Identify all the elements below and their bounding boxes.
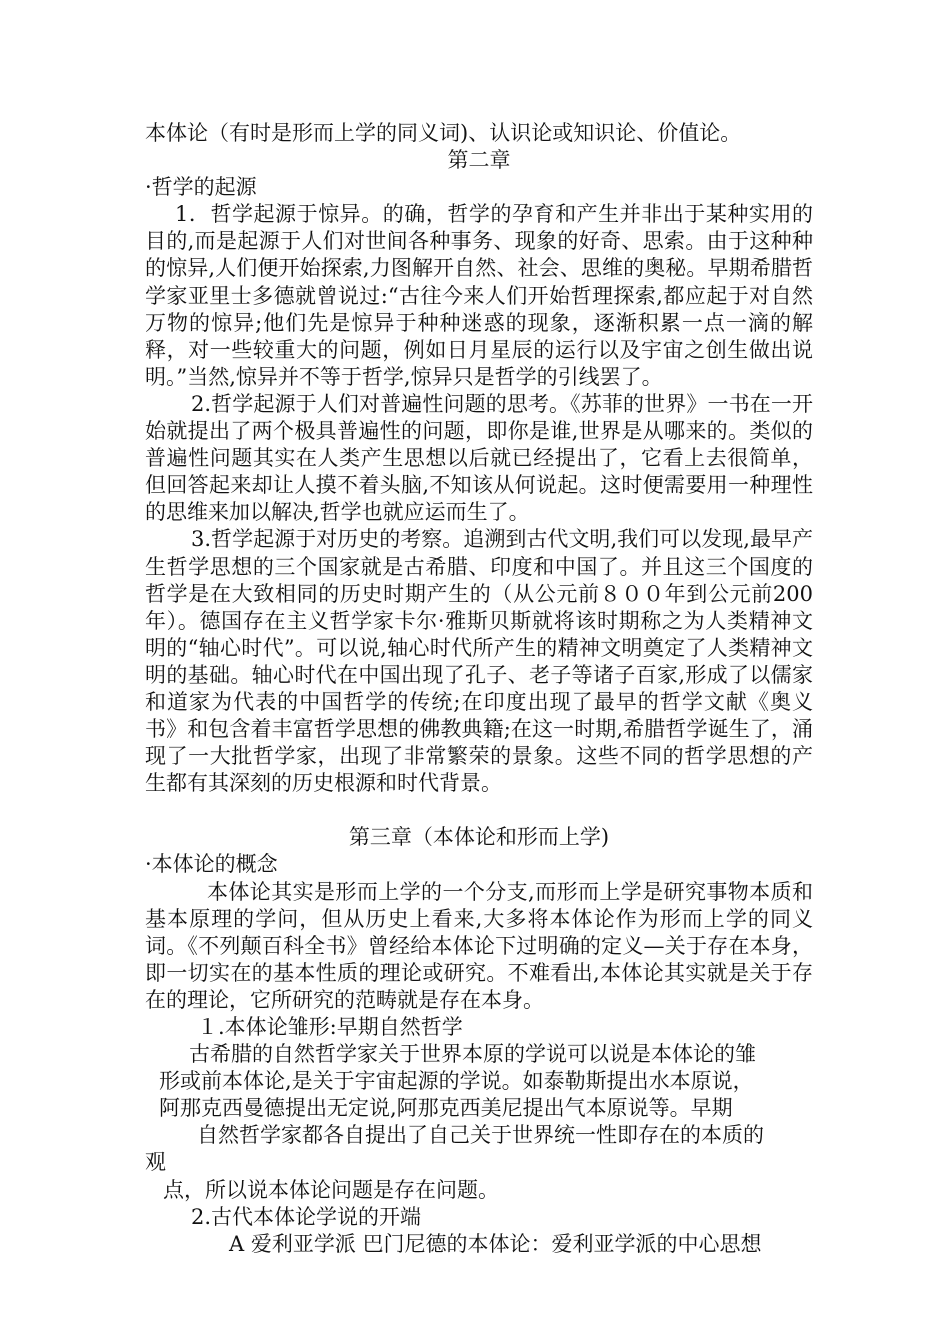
subsection-1-line-3: 阿那克西曼德提出无定说,阿那克西美尼提出气本原说等。早期 — [159, 1096, 733, 1121]
paragraph-origin-1: 1．哲学起源于惊异。的确，哲学的孕育和产生并非出于某种实用的目的,而是起源于人们对世间各种事务、现象的好奇、思索。由于这种种的惊异,人们便开始探索,力图解开自然、社会、思维的奥秘。早期希腊哲学家亚里士多德就曾说过:“古往今来人们开始哲理探索,都应起于对自然万物的惊异;他们先是惊异于种种迷惑的现象，逐渐积累一点一滴的解释，对一些较重大的问题，例如日月星辰的运行以及宇宙之创生做出说明。”当然,惊异并不等于哲学,惊异只是哲学的引线罢了。 — [145, 202, 813, 389]
subsection-1-line-5: 观 — [145, 1150, 166, 1175]
subsection-1-line-4: 自然哲学家都各自提出了自己关于世界统一性即存在的本质的 — [197, 1123, 764, 1148]
intro-line: 本体论（有时是形而上学的同义词)、认识论或知识论、价值论。 — [145, 121, 742, 145]
section-title-ontology: ·本体论的概念 — [145, 852, 278, 877]
paragraph-origin-3: 3.哲学起源于对历史的考察。追溯到古代文明,我们可以发现,最早产生哲学思想的三个国家就是古希腊、印度和中国了。并且这三个国度的哲学是在大致相同的历史时期产生的（从公元前８００年到公元前200年）。德国存在主义哲学家卡尔·雅斯贝斯就将该时期称之为人类精神文明的“轴心时代”。可以说,轴心时代所产生的精神文明奠定了人类精神文明的基础。轴心时代在中国出现了孔子、老子等诸子百家,形成了以儒家和道家为代表的中国哲学的传统;在印度出现了最早的哲学文献《奥义书》和包含着丰富哲学思想的佛教典籍;在这一时期,希腊哲学诞生了，涌现了一大批哲学家，出现了非常繁荣的景象。这些不同的哲学思想的产生都有其深刻的历史根源和时代背景。 — [145, 527, 813, 796]
paragraph-origin-2: 2.哲学起源于人们对普遍性问题的思考。《苏菲的世界》一书在一开始就提出了两个极具普遍性的问题，即你是谁,世界是从哪来的。类似的普遍性问题其实在人类产生思想以后就已经提出了，它看上去很简单，但回答起来却让人摸不着头脑,不知该从何说起。这时便需要用一种理性的思维来加以解决,哲学也就应运而生了。 — [145, 391, 813, 525]
section-title-origin: ·哲学的起源 — [145, 175, 257, 200]
subsection-1-line-1: 古希腊的自然哲学家关于世界本原的学说可以说是本体论的雏 — [189, 1042, 756, 1067]
paragraph-ontology-1: 本体论其实是形而上学的一个分支,而形而上学是研究事物本质和基本原理的学问，但从历史上看来,大多将本体论作为形而上学的同义词。《不列颠百科全书》曾经给本体论下过明确的定义—关于存在本身，即一切实在的基本性质的理论或研究。不难看出,本体论其实就是关于存在的理论，它所研究的范畴就是存在本身。 — [145, 879, 813, 1012]
subsection-2-line-1: A 爱利亚学派 巴门尼德的本体论：爱利亚学派的中心思想 — [229, 1231, 762, 1256]
subsection-1-title: １.本体论雏形:早期自然哲学 — [197, 1015, 463, 1039]
chapter-3-heading: 第三章（本体论和形而上学) — [348, 825, 610, 850]
blank-line — [145, 797, 813, 824]
subsection-2-title: 2.古代本体论学说的开端 — [191, 1204, 422, 1229]
chapter-2-heading: 第二章 — [447, 148, 511, 173]
document-body — [145, 120, 813, 1258]
subsection-1-line-6: 点，所以说本体论问题是存在问题。 — [163, 1177, 499, 1202]
subsection-1-line-2: 形或前本体论,是关于宇宙起源的学说。如泰勒斯提出水本原说， — [159, 1069, 754, 1094]
